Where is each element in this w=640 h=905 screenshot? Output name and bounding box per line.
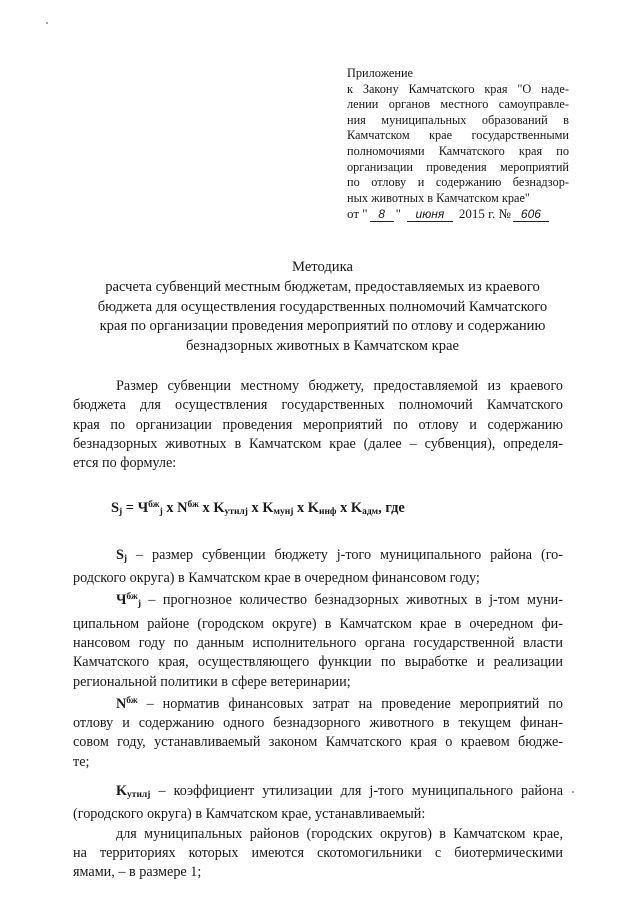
definition-symbol: Ч — [116, 592, 127, 609]
appendix-date-line — [347, 206, 569, 222]
body-line: нансовом году по данным исполнительного органа государственной власти — [73, 634, 563, 651]
formula-part: x K — [247, 500, 274, 517]
body-line: безнадзорных животных в Камчатском крае (далее – субвенция), определя- — [73, 435, 563, 452]
body-line: Размер субвенции местному бюджету, предоставляемой из краевого — [116, 378, 563, 394]
body-line: родского округа) в Камчатском крае в очередном финансовом году; — [73, 570, 480, 587]
formula-part: утилj — [224, 507, 248, 518]
formula-part: , где — [378, 500, 405, 517]
body-line: края по организации проведения мероприятий по отлову и содержанию — [73, 416, 563, 433]
formula-part: мунj — [273, 507, 294, 518]
appendix-line: полномочиями Камчатского края по — [347, 143, 569, 158]
definition-k-util — [73, 782, 563, 805]
scan-speck — [572, 791, 574, 793]
body-line: ямами, – в размере 1; — [73, 864, 202, 881]
document-number: 606 — [513, 208, 549, 222]
scan-speck — [46, 22, 48, 24]
definition-symbol-sub: j — [123, 553, 128, 564]
appendix-line: Камчатском крае государственными — [347, 128, 569, 143]
formula-part: x N — [162, 500, 188, 517]
definition-symbol-sub: утилj — [127, 790, 151, 801]
date-quote: " — [395, 206, 401, 222]
formula-part: j — [119, 507, 123, 518]
body-line: (городского округа) в Камчатском крае, устанавливаемый: — [73, 806, 426, 823]
body-line: Камчатского края, осуществляющего функции по выработке и реализации — [73, 654, 563, 671]
definition-symbol: K — [116, 783, 128, 800]
methodology-title — [60, 258, 585, 357]
formula-part: x K — [293, 500, 319, 517]
body-line: региональной политики в сфере ветеринарии; — [73, 673, 351, 690]
body-line: совом году, устанавливаемый законом Камчатского края о краевом бюдже- — [73, 734, 563, 751]
date-month: июня — [407, 208, 453, 222]
definition-symbol-sup: бж — [126, 695, 138, 706]
formula-part: адм — [362, 507, 379, 518]
formula-part: S — [111, 500, 120, 517]
appendix-heading: Приложение — [347, 66, 413, 80]
definition-symbol-sup: бж — [126, 592, 138, 603]
formula-part: x K — [336, 500, 363, 517]
body-line: для муниципальных районов (городских округов) в Камчатском крае, — [116, 825, 563, 842]
definition-symbol: N — [116, 695, 127, 712]
definition-text: – норматив финансовых затрат на проведение мероприятий по — [137, 695, 563, 712]
formula-part: = Ч — [122, 500, 149, 517]
subsidy-formula — [73, 496, 563, 522]
formula-part: x K — [198, 500, 225, 517]
definition-text: – размер субвенции бюджету j-того муниципального района (го- — [127, 546, 563, 563]
appendix-line: к Закону Камчатского края "О наде- — [347, 81, 569, 96]
body-line: отлову и содержанию одного безнадзорного животного в текущем финан- — [73, 715, 563, 732]
appendix-line: ных животных в Камчатском крае" — [347, 190, 530, 205]
appendix-header — [347, 66, 569, 222]
appendix-line: по отлову и содержанию безнадзор- — [347, 175, 569, 190]
appendix-line: организации проведения мероприятий — [347, 159, 569, 174]
definition-text: – прогнозное количество безнадзорных животных в j-том муни- — [141, 592, 563, 609]
subtitle-line: безнадзорных животных в Камчатском крае — [186, 338, 459, 355]
definition-sj — [73, 546, 563, 569]
formula-part: бж — [148, 500, 160, 511]
subtitle-line: края по организации проведения мероприятий по отлову и содержанию — [99, 318, 546, 335]
formula-part: j — [159, 507, 163, 518]
appendix-line: лении органов местного самоуправле- — [347, 97, 569, 112]
subtitle-line: расчета субвенций местным бюджетам, предоставляемых из краевого — [105, 278, 540, 295]
subtitle-line: бюджета для осуществления государственных полномочий Камчатского — [97, 298, 548, 315]
date-year: 2015 г. № — [458, 206, 511, 222]
document-body — [73, 377, 563, 883]
formula-part: инф — [318, 507, 337, 518]
body-line: на территориях которых имеются скотомогильники с биотермическими — [73, 844, 563, 861]
definition-symbol-sub: j — [137, 599, 141, 610]
page-title: Методика — [292, 259, 353, 275]
definition-n — [73, 692, 563, 714]
appendix-line: ния муниципальных образований в — [347, 112, 569, 127]
definition-text: – коэффициент утилизации для j-того муниципального района — [150, 783, 563, 800]
body-line: ется по формуле: — [73, 455, 177, 472]
body-line: те; — [73, 753, 90, 770]
definition-ch — [73, 588, 563, 614]
definition-symbol: S — [116, 546, 124, 563]
date-prefix: от " — [347, 206, 368, 222]
body-line: ципальном районе (городском округе) в Камчатском крае в очередном фи- — [73, 615, 563, 632]
formula-part: бж — [187, 500, 199, 511]
date-day: 8 — [370, 208, 394, 222]
body-line: бюджета для осуществления государственных полномочий Камчатского — [73, 397, 563, 414]
